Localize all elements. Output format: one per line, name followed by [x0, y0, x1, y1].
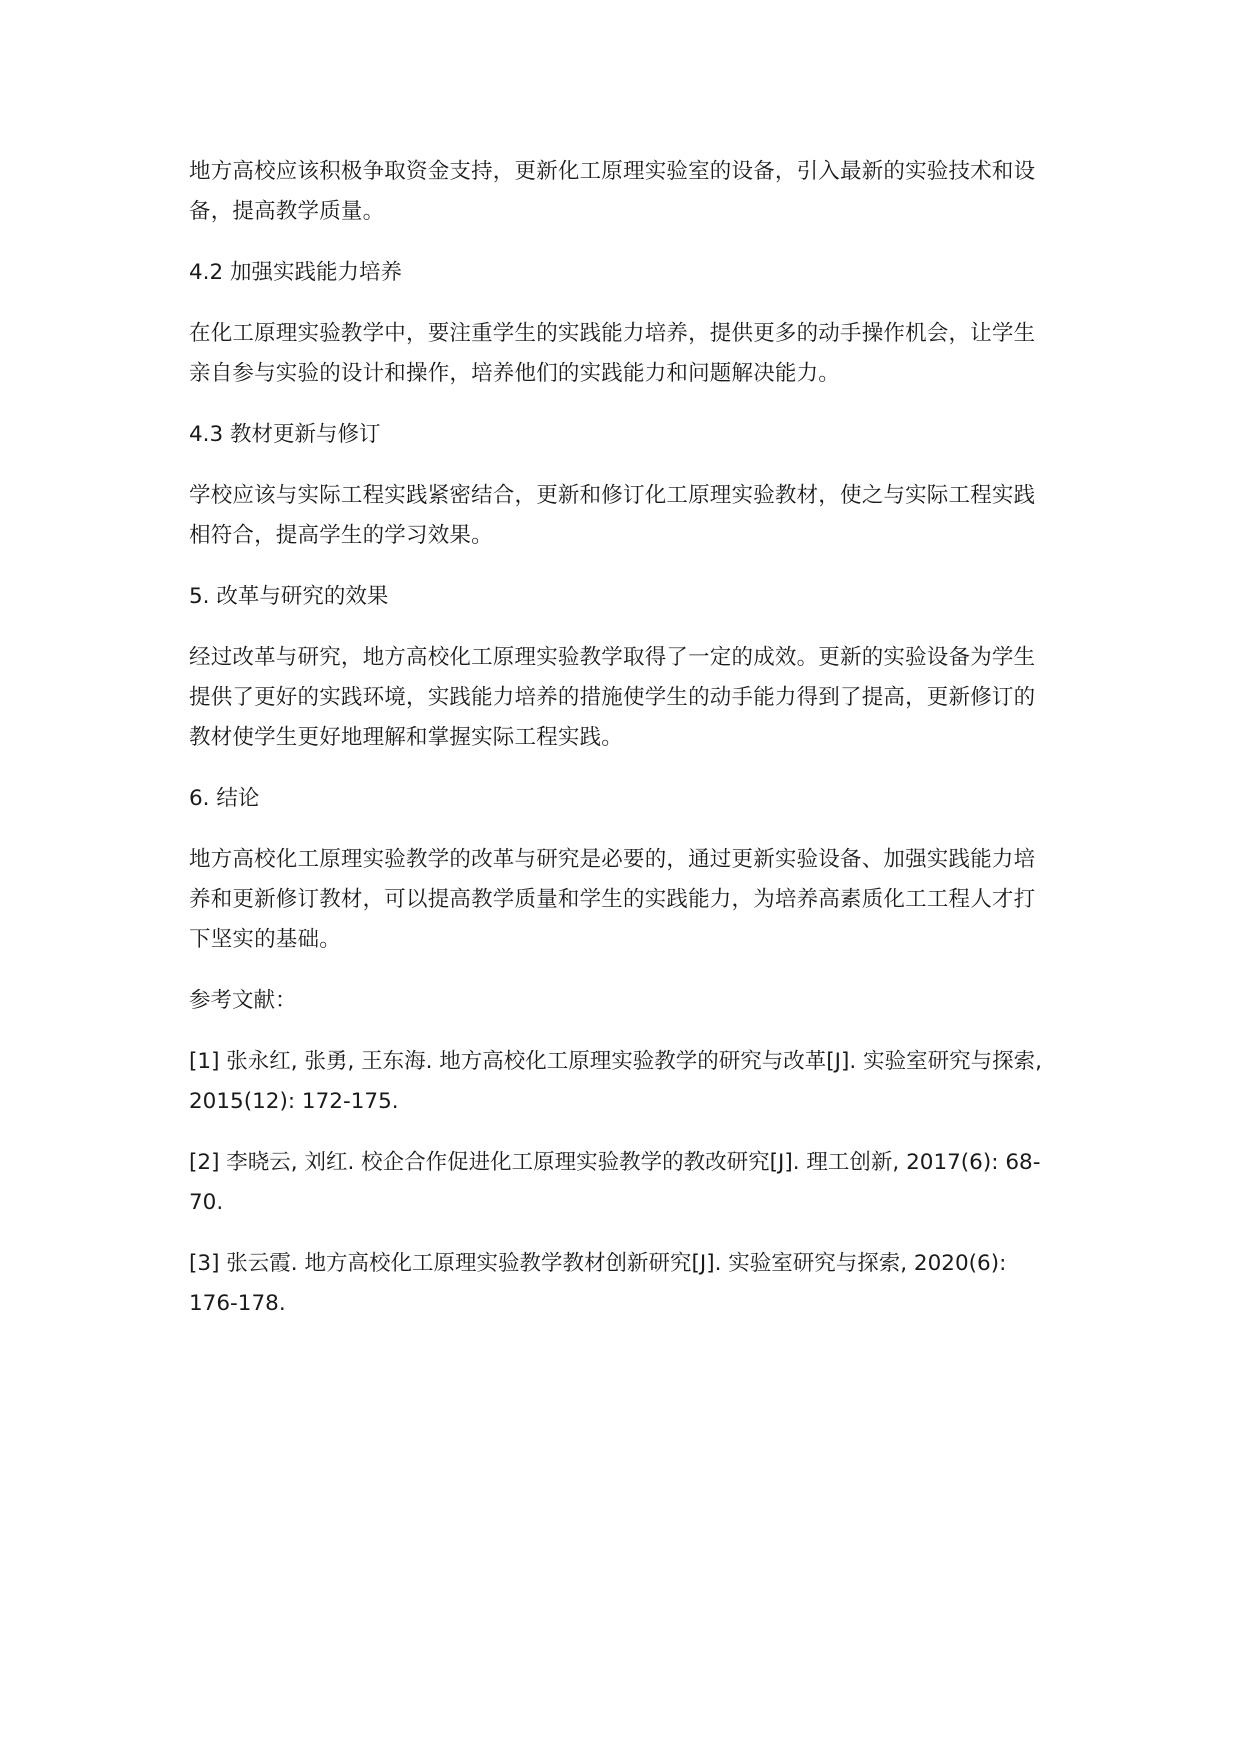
document-page: [189, 152, 1055, 1345]
reference-item-3: [3] 张云霞. 地方高校化工原理实验教学教材创新研究[J]. 实验室研究与探索, 2020(6): 176-178.: [189, 1251, 1007, 1316]
section-5-heading: 5. 改革与研究的效果: [189, 584, 389, 609]
section-4-2-body: 在化工原理实验教学中，要注重学生的实践能力培养，提供更多的动手操作机会，让学生亲自参与实验的设计和操作，培养他们的实践能力和问题解决能力。: [189, 321, 1036, 386]
section-4-2-heading: 4.2 加强实践能力培养: [189, 260, 403, 285]
section-6-body: 地方高校化工原理实验教学的改革与研究是必要的，通过更新实验设备、加强实践能力培养和更新修订教材，可以提高教学质量和学生的实践能力，为培养高素质化工工程人才打下坚实的基础。: [189, 847, 1036, 952]
reference-item-1: [1] 张永红, 张勇, 王东海. 地方高校化工原理实验教学的研究与改革[J]. 实验室研究与探索, 2015(12): 172-175.: [189, 1049, 1042, 1114]
section-4-3-heading: 4.3 教材更新与修订: [189, 422, 381, 447]
reference-item-2: [2] 李晓云, 刘红. 校企合作促进化工原理实验教学的教改研究[J]. 理工创新, 2017(6): 68-70.: [189, 1150, 1041, 1215]
section-6-heading: 6. 结论: [189, 786, 260, 811]
references-heading: 参考文献：: [189, 988, 297, 1013]
section-5-body: 经过改革与研究，地方高校化工原理实验教学取得了一定的成效。更新的实验设备为学生提供了更好的实践环境，实践能力培养的措施使学生的动手能力得到了提高，更新修订的教材使学生更好地理解和掌握实际工程实践。: [189, 645, 1036, 750]
intro-paragraph: 地方高校应该积极争取资金支持，更新化工原理实验室的设备，引入最新的实验技术和设备，提高教学质量。: [189, 159, 1036, 224]
section-4-3-body: 学校应该与实际工程实践紧密结合，更新和修订化工原理实验教材，使之与实际工程实践相符合，提高学生的学习效果。: [189, 483, 1036, 548]
